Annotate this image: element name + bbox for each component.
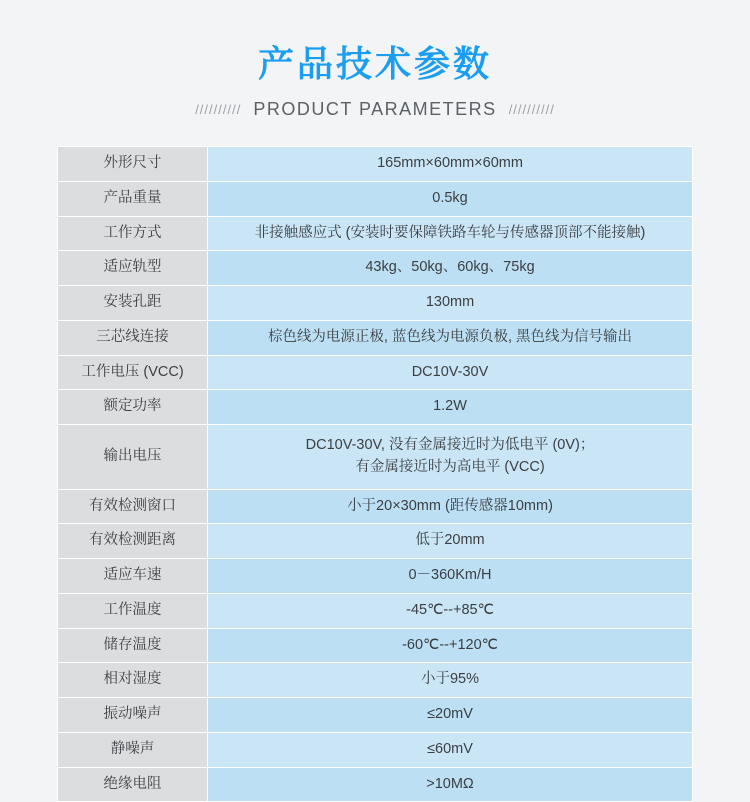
page-subtitle: PRODUCT PARAMETERS: [253, 99, 497, 120]
parameter-label: 工作温度: [58, 593, 208, 628]
parameter-label: 有效检测窗口: [58, 489, 208, 524]
parameter-label: 安装孔距: [58, 286, 208, 321]
parameter-value: 165mm×60mm×60mm: [208, 147, 693, 182]
parameter-value: 1.2W: [208, 390, 693, 425]
table-row: [58, 251, 693, 286]
table-row: [58, 216, 693, 251]
parameter-label: 工作方式: [58, 216, 208, 251]
table-row: [58, 524, 693, 559]
parameter-value: 棕色线为电源正极, 蓝色线为电源负极, 黑色线为信号输出: [208, 320, 693, 355]
parameter-label: 输出电压: [58, 425, 208, 490]
page-header: [0, 0, 750, 120]
table-row: [58, 147, 693, 182]
parameter-value: 0－360Km/H: [208, 559, 693, 594]
parameter-label: 外形尺寸: [58, 147, 208, 182]
parameter-label: 相对湿度: [58, 663, 208, 698]
table-row: [58, 628, 693, 663]
parameter-value: DC10V-30V: [208, 355, 693, 390]
table-row: [58, 390, 693, 425]
subtitle-row: [0, 99, 750, 120]
parameter-value: ≤20mV: [208, 698, 693, 733]
parameters-table-body: [58, 147, 693, 802]
parameter-value: >10MΩ: [208, 767, 693, 802]
table-row: [58, 559, 693, 594]
table-row: [58, 663, 693, 698]
parameter-label: 储存温度: [58, 628, 208, 663]
parameters-table-wrapper: [57, 146, 693, 802]
parameter-label: 三芯线连接: [58, 320, 208, 355]
table-row: [58, 767, 693, 802]
parameter-value: 小于95%: [208, 663, 693, 698]
slashes-left-decoration: //////////: [195, 102, 242, 118]
parameter-label: 振动噪声: [58, 698, 208, 733]
parameter-value-line: 有金属接近时为高电平 (VCC): [355, 458, 545, 475]
table-row: [58, 425, 693, 490]
parameter-value: 43kg、50kg、60kg、75kg: [208, 251, 693, 286]
parameter-value: 130mm: [208, 286, 693, 321]
parameter-label: 静噪声: [58, 732, 208, 767]
parameters-table: [57, 146, 693, 802]
parameter-label: 绝缘电阻: [58, 767, 208, 802]
table-row: [58, 286, 693, 321]
table-row: [58, 489, 693, 524]
parameter-value: ≤60mV: [208, 732, 693, 767]
parameter-value: [208, 425, 693, 490]
parameter-value: 小于20×30mm (距传感器10mm): [208, 489, 693, 524]
parameter-value: -60℃--+120℃: [208, 628, 693, 663]
table-row: [58, 698, 693, 733]
parameter-label: 额定功率: [58, 390, 208, 425]
parameter-value: 0.5kg: [208, 181, 693, 216]
table-row: [58, 593, 693, 628]
parameter-value: -45℃--+85℃: [208, 593, 693, 628]
page-title: 产品技术参数: [257, 43, 492, 84]
parameter-value: 低于20mm: [208, 524, 693, 559]
parameter-label: 适应轨型: [58, 251, 208, 286]
parameter-value: 非接触感应式 (安装时要保障铁路车轮与传感器顶部不能接触): [208, 216, 693, 251]
table-row: [58, 355, 693, 390]
slashes-right-decoration: //////////: [508, 102, 555, 118]
parameter-label: 有效检测距离: [58, 524, 208, 559]
table-row: [58, 320, 693, 355]
table-row: [58, 181, 693, 216]
parameter-label: 适应车速: [58, 559, 208, 594]
parameter-value-line: DC10V-30V, 没有金属接近时为低电平 (0V)；: [305, 437, 595, 454]
parameter-label: 工作电压 (VCC): [58, 355, 208, 390]
parameter-label: 产品重量: [58, 181, 208, 216]
